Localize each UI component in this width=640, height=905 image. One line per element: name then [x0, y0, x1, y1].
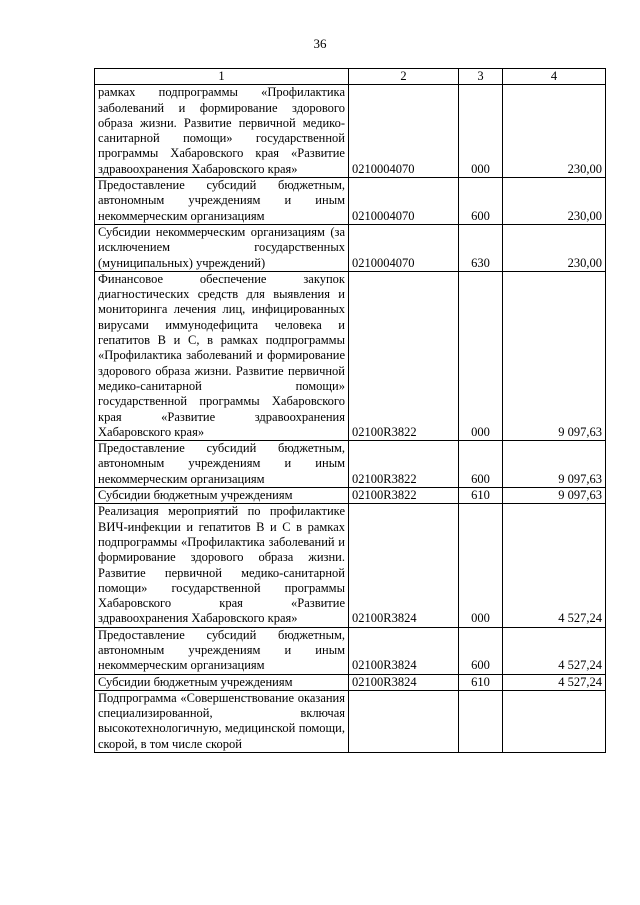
- page-number: 36: [313, 36, 327, 51]
- row-code: 02100R3822: [349, 441, 459, 488]
- table-row: [95, 224, 606, 271]
- table-row: [95, 674, 606, 690]
- row-amount: 9 097,63: [503, 271, 606, 440]
- row-code: 0210004070: [349, 224, 459, 271]
- row-amount: 4 527,24: [503, 627, 606, 674]
- row-name: Субсидии бюджетным учреждениям: [95, 674, 349, 690]
- row-code: 02100R3824: [349, 627, 459, 674]
- row-type: 610: [459, 674, 503, 690]
- row-name: Предоставление субсидий бюджетным, автономным учреждениям и иным некоммерческим организациям: [95, 178, 349, 225]
- header-col-2: 2: [349, 69, 459, 85]
- row-amount: 4 527,24: [503, 674, 606, 690]
- table-row: [95, 690, 606, 752]
- row-name: рамках подпрограммы «Профилактика заболеваний и формирование здорового образа жизни. Развитие первичной медико-санитарной помощи» государственной программы Хабаровского края «Развитие здравоохранения Хабаровского края»: [95, 85, 349, 178]
- row-code: 0210004070: [349, 85, 459, 178]
- row-amount: 4 527,24: [503, 504, 606, 627]
- table-row: [95, 504, 606, 627]
- row-code: 02100R3822: [349, 488, 459, 504]
- row-name: Подпрограмма «Совершенствование оказания специализированной, включая высокотехнологичную, медицинской помощи, скорой, в том числе скорой: [95, 690, 349, 752]
- header-col-1: 1: [95, 69, 349, 85]
- row-amount: 230,00: [503, 85, 606, 178]
- budget-table: [94, 68, 606, 753]
- row-code: 02100R3824: [349, 504, 459, 627]
- table-row: [95, 178, 606, 225]
- header-col-3: 3: [459, 69, 503, 85]
- table-row: [95, 441, 606, 488]
- row-type: 600: [459, 627, 503, 674]
- row-type: 610: [459, 488, 503, 504]
- row-name: Субсидии бюджетным учреждениям: [95, 488, 349, 504]
- row-name: Реализация мероприятий по профилактике ВИЧ-инфекции и гепатитов В и С в рамках подпрограммы «Профилактика заболеваний и формирование здорового образа жизни. Развитие первичной медико-санитарной помощи» государственной программы Хабаровского края «Развитие здравоохранения Хабаровского края»: [95, 504, 349, 627]
- table-row: [95, 85, 606, 178]
- row-type: 600: [459, 178, 503, 225]
- row-code: 0210004070: [349, 178, 459, 225]
- table-row: [95, 271, 606, 440]
- table-row: [95, 488, 606, 504]
- row-code: [349, 690, 459, 752]
- header-col-4: 4: [503, 69, 606, 85]
- row-code: 02100R3822: [349, 271, 459, 440]
- row-code: 02100R3824: [349, 674, 459, 690]
- row-name: Субсидии некоммерческим организациям (за исключением государственных (муниципальных) учреждений): [95, 224, 349, 271]
- row-amount: 9 097,63: [503, 488, 606, 504]
- row-name: Предоставление субсидий бюджетным, автономным учреждениям и иным некоммерческим организациям: [95, 441, 349, 488]
- row-amount: 230,00: [503, 178, 606, 225]
- row-type: 600: [459, 441, 503, 488]
- row-name: Предоставление субсидий бюджетным, автономным учреждениям и иным некоммерческим организациям: [95, 627, 349, 674]
- table-header-row: [95, 69, 606, 85]
- row-amount: 230,00: [503, 224, 606, 271]
- row-type: 000: [459, 504, 503, 627]
- row-type: 000: [459, 271, 503, 440]
- row-type: [459, 690, 503, 752]
- row-name: Финансовое обеспечение закупок диагностических средств для выявления и мониторинга лечения лиц, инфицированных вирусами иммунодефицита человека и гепатитов В и С, в рамках подпрограммы «Профилактика заболеваний и формирование здорового образа жизни. Развитие первичной медико-санитарной помощи» государственной программы Хабаровского края «Развитие здравоохранения Хабаровского края»: [95, 271, 349, 440]
- table-row: [95, 627, 606, 674]
- row-type: 000: [459, 85, 503, 178]
- row-amount: 9 097,63: [503, 441, 606, 488]
- row-type: 630: [459, 224, 503, 271]
- row-amount: [503, 690, 606, 752]
